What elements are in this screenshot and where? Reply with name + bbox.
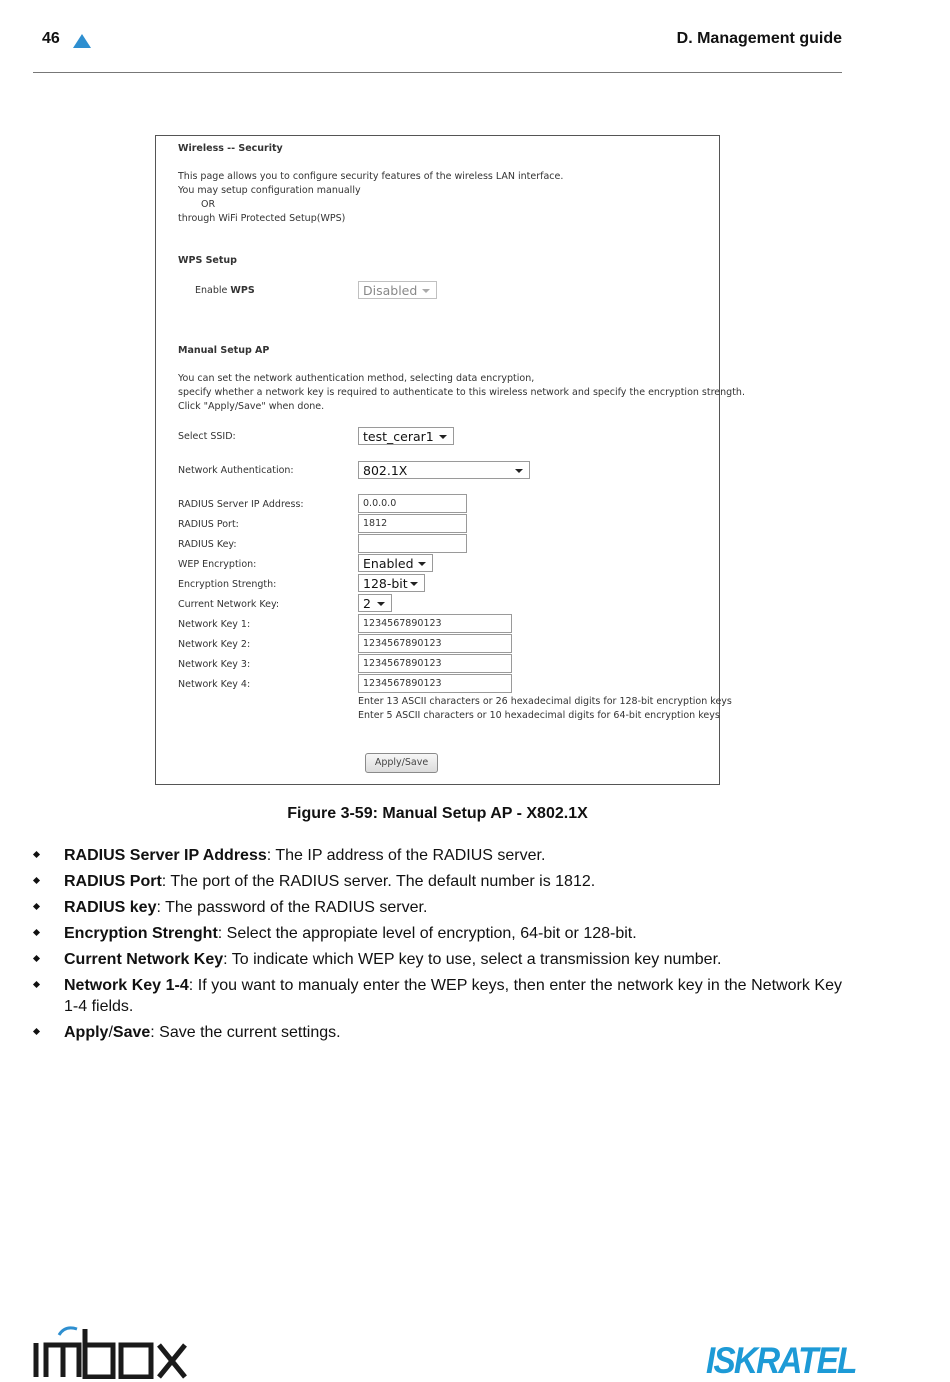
manual-text-line: You can set the network authentication method, selecting data encryption, — [178, 373, 535, 384]
imbox-logo — [33, 1325, 228, 1379]
list-item: Encryption Strenght: Select the appropiate level of encryption, 64-bit or 128-bit. — [33, 923, 842, 944]
strength-select[interactable]: 128-bit — [358, 574, 425, 592]
wep-label: WEP Encryption: — [178, 559, 257, 570]
ssid-select[interactable]: test_cerar1 — [358, 427, 454, 445]
network-key-label: Network Key 1: — [178, 619, 251, 630]
wireless-security-screenshot — [155, 135, 745, 785]
bullet-icon — [33, 903, 40, 910]
intro-line: You may setup configuration manually — [178, 185, 361, 196]
header-rule — [33, 72, 842, 73]
manual-setup-heading: Manual Setup AP — [178, 345, 270, 356]
enable-wps-select[interactable]: Disabled — [358, 281, 437, 299]
list-item: Apply/Save: Save the current settings. — [33, 1022, 842, 1043]
network-key-input[interactable]: 1234567890123 — [358, 634, 512, 653]
radius-ip-label: RADIUS Server IP Address: — [178, 499, 304, 510]
hint-64bit: Enter 5 ASCII characters or 10 hexadecimal digits for 64-bit encryption keys — [358, 710, 720, 721]
radius-port-label: RADIUS Port: — [178, 519, 239, 530]
radius-ip-input[interactable]: 0.0.0.0 — [358, 494, 467, 513]
auth-select[interactable]: 802.1X — [358, 461, 530, 479]
manual-text-line: specify whether a network key is required to authenticate to this wireless network and specify the encryption strength. — [178, 387, 745, 398]
intro-line: OR — [201, 199, 216, 210]
chevron-down-icon — [439, 435, 447, 439]
screen-heading: Wireless -- Security — [178, 143, 283, 154]
chevron-down-icon — [515, 469, 523, 473]
chevron-down-icon — [418, 562, 426, 566]
current-key-select[interactable]: 2 — [358, 594, 392, 612]
triangle-icon — [73, 34, 91, 48]
strength-label: Encryption Strength: — [178, 579, 277, 590]
bullet-list — [33, 845, 842, 1048]
network-key-label: Network Key 2: — [178, 639, 251, 650]
network-key-label: Network Key 3: — [178, 659, 251, 670]
hint-128bit: Enter 13 ASCII characters or 26 hexadecimal digits for 128-bit encryption keys — [358, 696, 732, 707]
bullet-icon — [33, 877, 40, 884]
manual-text-line: Click "Apply/Save" when done. — [178, 401, 325, 412]
list-item: Current Network Key: To indicate which WEP key to use, select a transmission key number. — [33, 949, 842, 970]
page-number: 46 — [42, 30, 60, 47]
ssid-label: Select SSID: — [178, 431, 236, 442]
bullet-icon — [33, 851, 40, 858]
current-key-label: Current Network Key: — [178, 599, 280, 610]
chevron-down-icon — [422, 289, 430, 293]
list-item: RADIUS Port: The port of the RADIUS server. The default number is 1812. — [33, 871, 842, 892]
network-key-input[interactable]: 1234567890123 — [358, 614, 512, 633]
apply-save-button[interactable]: Apply/Save — [365, 753, 438, 773]
intro-line: through WiFi Protected Setup(WPS) — [178, 213, 346, 224]
header-title: D. Management guide — [676, 30, 842, 47]
radius-port-input[interactable]: 1812 — [358, 514, 467, 533]
bullet-icon — [33, 981, 40, 988]
iskratel-logo: ISKRATEL — [706, 1340, 856, 1381]
intro-line: This page allows you to configure security features of the wireless LAN interface. — [178, 171, 564, 182]
wps-heading: WPS Setup — [178, 255, 237, 266]
wep-select[interactable]: Enabled — [358, 554, 433, 572]
list-item: RADIUS key: The password of the RADIUS server. — [33, 897, 842, 918]
bullet-icon — [33, 1028, 40, 1035]
network-key-input[interactable]: 1234567890123 — [358, 674, 512, 693]
network-key-label: Network Key 4: — [178, 679, 251, 690]
figure-caption: Figure 3-59: Manual Setup AP - X802.1X — [287, 805, 588, 822]
network-key-input[interactable]: 1234567890123 — [358, 654, 512, 673]
bullet-icon — [33, 929, 40, 936]
list-item: Network Key 1-4: If you want to manualy enter the WEP keys, then enter the network key in the Network Key 1-4 fields. — [33, 975, 842, 1017]
radius-key-input[interactable] — [358, 534, 467, 553]
auth-label: Network Authentication: — [178, 465, 294, 476]
bullet-icon — [33, 955, 40, 962]
radius-key-label: RADIUS Key: — [178, 539, 237, 550]
list-item: RADIUS Server IP Address: The IP address of the RADIUS server. — [33, 845, 842, 866]
chevron-down-icon — [410, 582, 418, 586]
page-header — [42, 30, 842, 52]
enable-wps-label: Enable WPS — [195, 285, 255, 296]
chevron-down-icon — [377, 602, 385, 606]
